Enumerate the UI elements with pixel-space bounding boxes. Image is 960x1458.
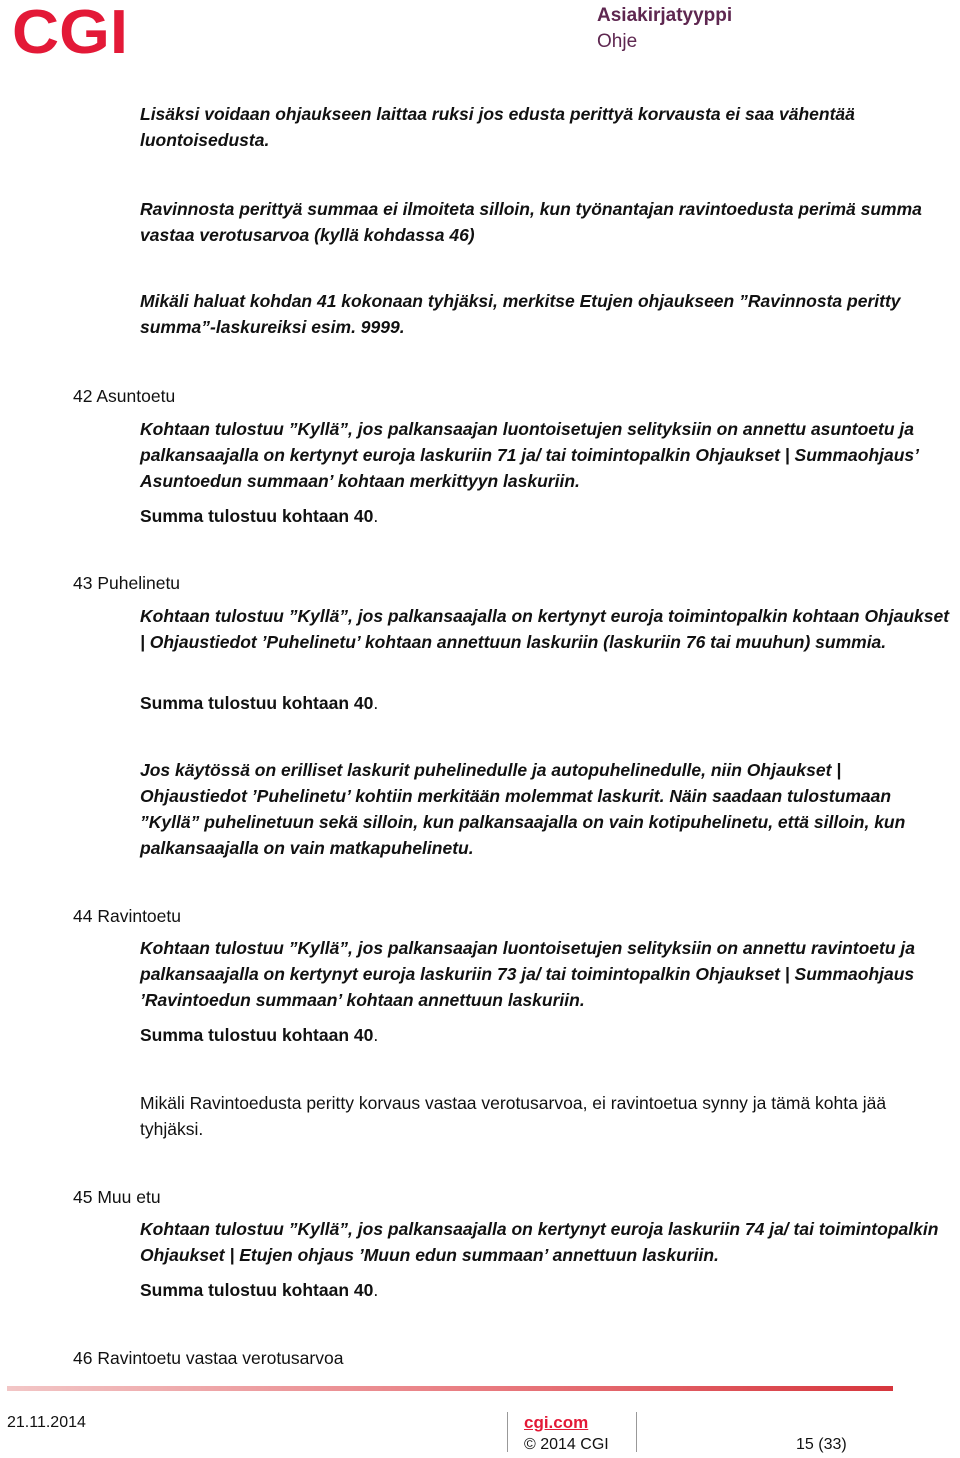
cgi-logo <box>12 2 130 58</box>
footer-site-link[interactable]: cgi.com <box>524 1413 589 1432</box>
footer-separator <box>507 1412 508 1452</box>
footer-divider <box>7 1386 893 1391</box>
summa-end-42: . <box>373 506 379 526</box>
summa-line-42 <box>140 503 378 529</box>
section-body-42: Kohtaan tulostuu ”Kyllä”, jos palkansaajan luontoisetujen selityksiin on annettu asuntoetu ja palkansaajalla on kertynyt euroja laskuriin 71 ja/ tai toimintopalkin Ohjaukset | Summaohjaus’ Asuntoedun summaan’ kohtaan merkittyyn laskuriin. <box>140 419 919 491</box>
intro-paragraph-2: Ravinnosta perittyä summaa ei ilmoiteta silloin, kun työnantajan ravintoedusta perimä summa vastaa verotusarvoa (kyllä kohdassa 46) <box>140 199 922 245</box>
summa-end-44: . <box>373 1025 379 1045</box>
summa-line-45 <box>140 1277 378 1303</box>
footer-separator <box>636 1412 637 1452</box>
summa-text-42: Summa tulostuu kohtaan 40 <box>140 506 374 526</box>
svg-text:CGI: CGI <box>12 2 128 58</box>
document-subtype-label: Ohje <box>597 31 638 52</box>
section-body-43: Kohtaan tulostuu ”Kyllä”, jos palkansaajalla on kertynyt euroja toimintopalkin kohtaan Ohjaukset | Ohjaustiedot ’Puhelinetu’ kohtaan annettuun laskuriin (laskuriin 76 tai muuhun) summia. <box>140 606 950 652</box>
section-heading-45: 45 Muu etu <box>73 1187 161 1207</box>
footer-copyright: © 2014 CGI <box>524 1436 609 1453</box>
summa-text-45: Summa tulostuu kohtaan 40 <box>140 1280 374 1300</box>
intro-paragraph-1: Lisäksi voidaan ohjaukseen laittaa ruksi jos edusta perittyä korvausta ei saa vähentää luontoisedusta. <box>140 104 855 150</box>
summa-line-44 <box>140 1022 378 1048</box>
summa-end-45: . <box>373 1280 379 1300</box>
section-body-44: Kohtaan tulostuu ”Kyllä”, jos palkansaajan luontoisetujen selityksiin on annettu ravintoetu ja palkansaajalla on kertynyt euroja laskuriin 73 ja/ tai toimintopalkin Ohjaukset | Summaohjaus ’Ravintoedun summaan’ kohtaan annettuun laskuriin. <box>140 938 915 1010</box>
section-heading-46: 46 Ravintoetu vastaa verotusarvoa <box>73 1348 344 1368</box>
section-note-43: Jos käytössä on erilliset laskurit puhelinedulle ja autopuhelinedulle, niin Ohjaukset | Ohjaustiedot ’Puhelinetu’ kohtiin merkitään molemmat laskurit. Näin saadaan tulostumaan ”Kyllä” puhelinetuun sekä silloin, kun palkansaajalla on vain kotipuhelinetu, että silloin, kun palkansaajalla on vain matkapuhelinetu. <box>140 760 906 858</box>
footer-page-number: 15 (33) <box>796 1436 847 1453</box>
footer-date: 21.11.2014 <box>7 1414 86 1431</box>
summa-line-43 <box>140 690 378 716</box>
document-type-label: Asiakirjatyyppi <box>597 5 733 26</box>
section-body-45: Kohtaan tulostuu ”Kyllä”, jos palkansaajalla on kertynyt euroja laskuriin 74 ja/ tai toimintopalkin Ohjaukset | Etujen ohjaus ’Muun edun summaan’ annettuun laskuriin. <box>140 1219 939 1265</box>
section-heading-43: 43 Puhelinetu <box>73 573 181 593</box>
summa-end-43: . <box>373 693 379 713</box>
section-heading-44: 44 Ravintoetu <box>73 906 181 926</box>
summa-text-43: Summa tulostuu kohtaan 40 <box>140 693 374 713</box>
intro-paragraph-3: Mikäli haluat kohdan 41 kokonaan tyhjäksi, merkitse Etujen ohjaukseen ”Ravinnosta peritty summa”-laskureiksi esim. 9999. <box>140 291 901 337</box>
summa-text-44: Summa tulostuu kohtaan 40 <box>140 1025 374 1045</box>
section-heading-42: 42 Asuntoetu <box>73 386 176 406</box>
section-note-44: Mikäli Ravintoedusta peritty korvaus vastaa verotusarvoa, ei ravintoetua synny ja tämä kohta jää tyhjäksi. <box>140 1093 887 1139</box>
